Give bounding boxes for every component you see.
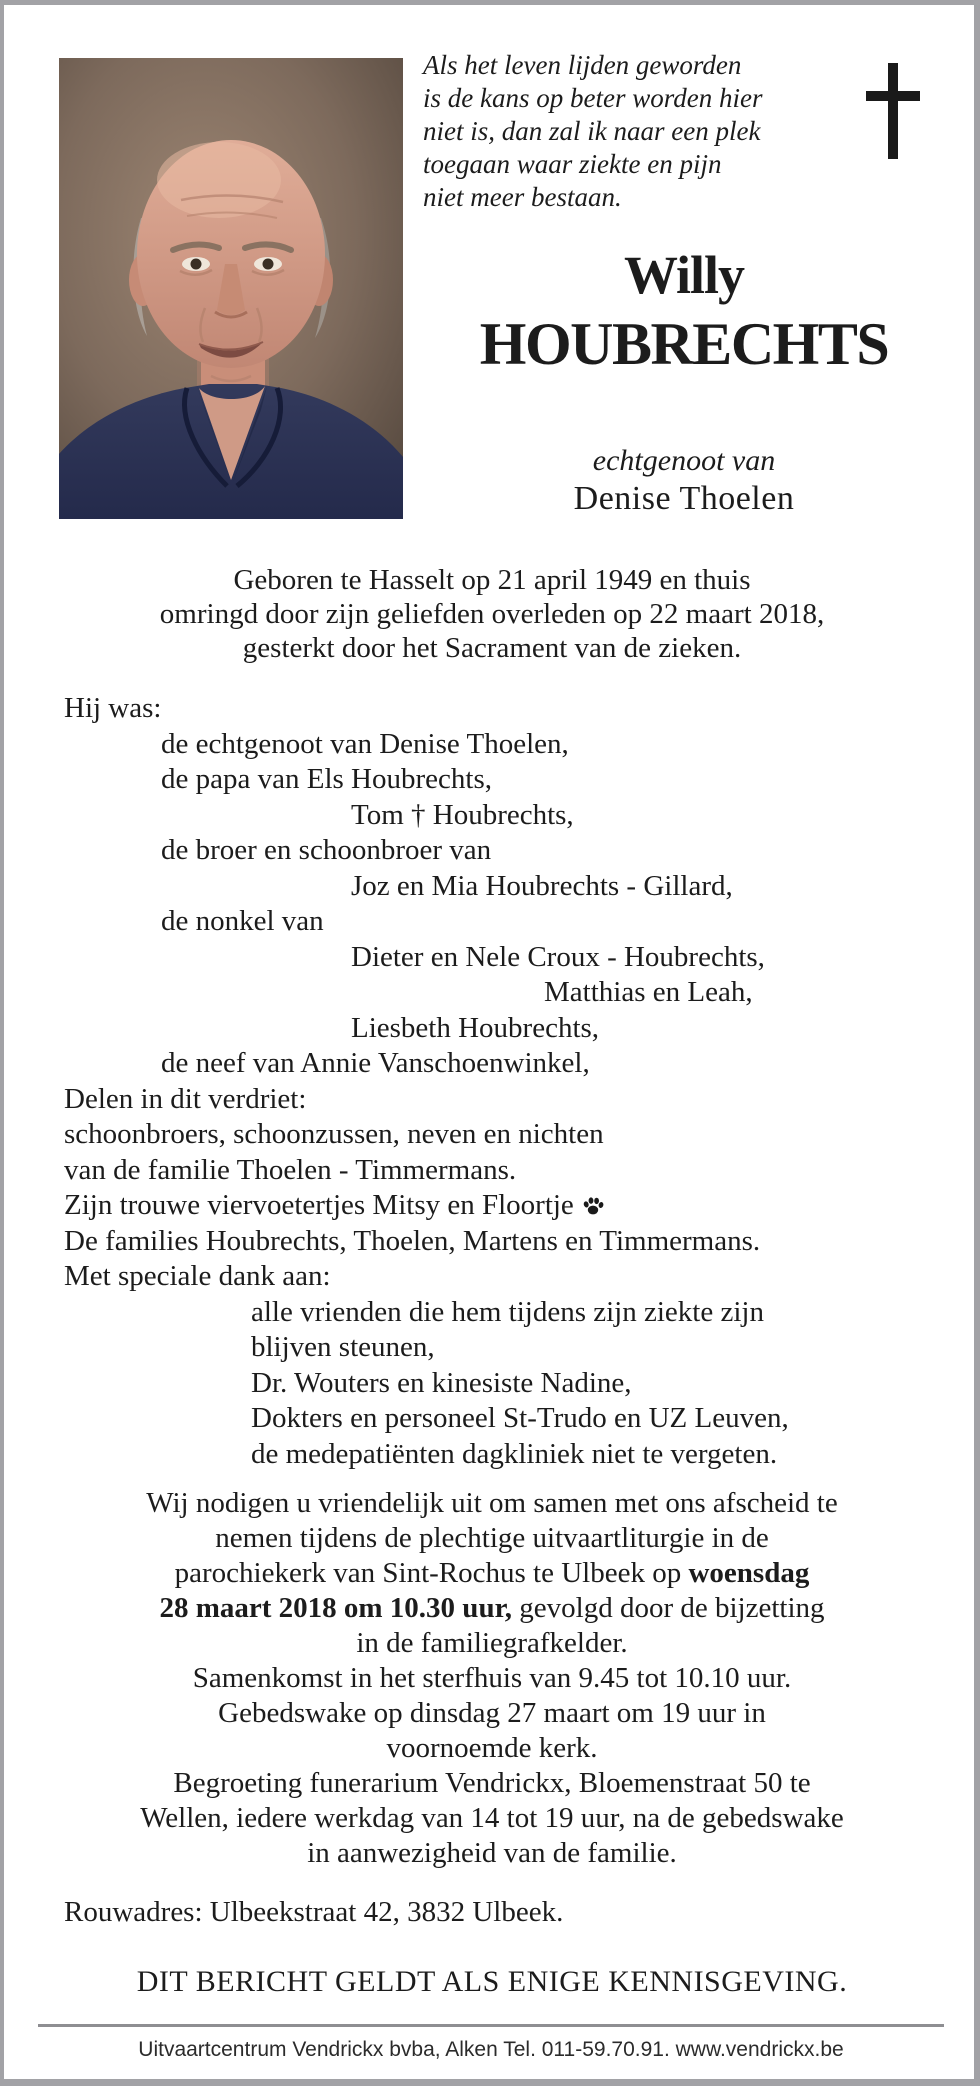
- invitation-line: [38, 1696, 946, 1731]
- family-line: [64, 975, 954, 1011]
- relation-label: echtgenoot van: [592, 444, 776, 477]
- invitation-text: parochiekerk van Sint-Rochus te Ulbeek op: [174, 1557, 689, 1589]
- cross-icon: [865, 61, 921, 161]
- invitation-line: [38, 1801, 946, 1836]
- family-line-text: de nonkel van: [161, 905, 324, 937]
- family-line-text: Tom † Houbrechts,: [351, 798, 574, 831]
- deceased-last-name: HOUBRECHTS: [479, 311, 889, 377]
- family-line-text: van de familie Thoelen - Timmermans.: [64, 1153, 517, 1186]
- quote-line: niet meer bestaan.: [423, 182, 622, 212]
- invitation-line: [38, 1591, 946, 1626]
- invitation-text: gevolgd door de bijzetting: [512, 1592, 825, 1624]
- invitation-line: [38, 1836, 946, 1871]
- deceased-first-name: Willy: [623, 245, 745, 305]
- family-line-text: Joz en Mia Houbrechts - Gillard,: [351, 869, 733, 902]
- family-line: [64, 1117, 954, 1153]
- relation-name: Denise Thoelen: [573, 480, 795, 517]
- invitation-line: [38, 1556, 946, 1591]
- invitation-text: nemen tijdens de plechtige uitvaartliturgie in de: [215, 1522, 769, 1554]
- invitation-text: in aanwezigheid van de familie.: [307, 1837, 677, 1869]
- family-line-text: Met speciale dank aan:: [64, 1260, 331, 1292]
- family-line: [64, 798, 954, 834]
- family-line-text: de medepatiënten dagkliniek niet te vergeten.: [251, 1437, 778, 1470]
- family-line-text: alle vrienden die hem tijdens zijn ziekte zijn: [251, 1295, 764, 1328]
- family-line: [64, 1401, 954, 1437]
- funeral-home-footer: Uitvaartcentrum Vendrickx bvba, Alken Tel. 011-59.70.91. www.vendrickx.be: [138, 2038, 844, 2061]
- family-line: [64, 727, 954, 763]
- family-line: [64, 762, 954, 798]
- family-line-text: Liesbeth Houbrechts,: [351, 1011, 600, 1044]
- invitation-text: in de familiegrafkelder.: [356, 1627, 628, 1659]
- family-line-text: de broer en schoonbroer van: [161, 834, 492, 866]
- quote-line: toegaan waar ziekte en pijn: [423, 149, 722, 179]
- family-line: [64, 1153, 954, 1189]
- invitation-line: [38, 1731, 946, 1766]
- birth-death-paragraph: [44, 563, 940, 665]
- funeral-invitation: [38, 1486, 946, 1871]
- family-list: [64, 691, 954, 1472]
- family-line: [64, 904, 954, 940]
- family-line-text: Dr. Wouters en kinesiste Nadine,: [251, 1366, 632, 1399]
- family-line-text: Matthias en Leah,: [544, 976, 753, 1008]
- invitation-line: [38, 1521, 946, 1556]
- sole-notification-notice: DIT BERICHT GELDT ALS ENIGE KENNISGEVING.: [136, 1965, 848, 1998]
- family-line-text: schoonbroers, schoonzussen, neven en nichten: [64, 1118, 604, 1150]
- invitation-text: voornoemde kerk.: [386, 1732, 598, 1764]
- family-line-text: blijven steunen,: [251, 1331, 435, 1363]
- invitation-line: [38, 1626, 946, 1661]
- invitation-text: Wij nodigen u vriendelijk uit om samen met ons afscheid te: [146, 1487, 838, 1519]
- family-line-text: Hij was:: [64, 692, 162, 724]
- family-line: [64, 1188, 954, 1224]
- invitation-text: Wellen, iedere werkdag van 14 tot 19 uur, na de gebedswake: [140, 1802, 844, 1834]
- family-line: [64, 1366, 954, 1402]
- family-line: [64, 1046, 954, 1082]
- family-line: [64, 691, 954, 727]
- deceased-name: [403, 245, 965, 377]
- intro-line: gesterkt door het Sacrament van de zieken.: [242, 632, 742, 664]
- relation-block: [403, 443, 965, 519]
- portrait-photo: [59, 58, 403, 519]
- family-line-text: Dokters en personeel St-Trudo en UZ Leuven,: [251, 1402, 789, 1434]
- invitation-bold-text: 28 maart 2018 om 10.30 uur,: [159, 1592, 513, 1624]
- family-line: [64, 1259, 954, 1295]
- invitation-text: Samenkomst in het sterfhuis van 9.45 tot 10.10 uur.: [192, 1662, 792, 1694]
- mourning-address: Rouwadres: Ulbeekstraat 42, 3832 Ulbeek.: [64, 1896, 564, 1928]
- invitation-line: [38, 1486, 946, 1521]
- family-line-text: Zijn trouwe viervoetertjes Mitsy en Floortje: [64, 1189, 574, 1221]
- invitation-line: [38, 1766, 946, 1801]
- quote-line: is de kans op beter worden hier: [423, 83, 763, 113]
- family-line: [64, 869, 954, 905]
- memorial-quote: [423, 49, 843, 214]
- invitation-text: Gebedswake op dinsdag 27 maart om 19 uur in: [218, 1697, 766, 1729]
- family-line: [64, 1295, 954, 1331]
- portrait-illustration: [59, 58, 403, 519]
- family-line: [64, 833, 954, 869]
- intro-line: Geboren te Hasselt op 21 april 1949 en thuis: [233, 564, 751, 596]
- family-line: [64, 1224, 954, 1260]
- family-line: [64, 1330, 954, 1366]
- family-line-text: Dieter en Nele Croux - Houbrechts,: [351, 940, 765, 973]
- invitation-line: [38, 1661, 946, 1696]
- family-line: [64, 1011, 954, 1047]
- family-line-text: de papa van Els Houbrechts,: [161, 763, 492, 795]
- invitation-text: Begroeting funerarium Vendrickx, Bloemenstraat 50 te: [173, 1767, 811, 1799]
- paw-print-icon: [582, 1196, 604, 1216]
- family-line-text: Delen in dit verdriet:: [64, 1082, 307, 1115]
- family-line-text: De families Houbrechts, Thoelen, Martens en Timmermans.: [64, 1224, 761, 1257]
- family-line: [64, 940, 954, 976]
- family-line-text: de neef van Annie Vanschoenwinkel,: [161, 1047, 590, 1079]
- intro-line: omringd door zijn geliefden overleden op 22 maart 2018,: [159, 598, 825, 630]
- family-line: [64, 1082, 954, 1118]
- footer-divider: [38, 2024, 944, 2027]
- family-line-text: de echtgenoot van Denise Thoelen,: [161, 727, 569, 760]
- quote-line: Als het leven lijden geworden: [423, 50, 742, 80]
- invitation-bold-text: woensdag: [688, 1557, 810, 1589]
- quote-line: niet is, dan zal ik naar een plek: [423, 116, 761, 146]
- family-line: [64, 1437, 954, 1473]
